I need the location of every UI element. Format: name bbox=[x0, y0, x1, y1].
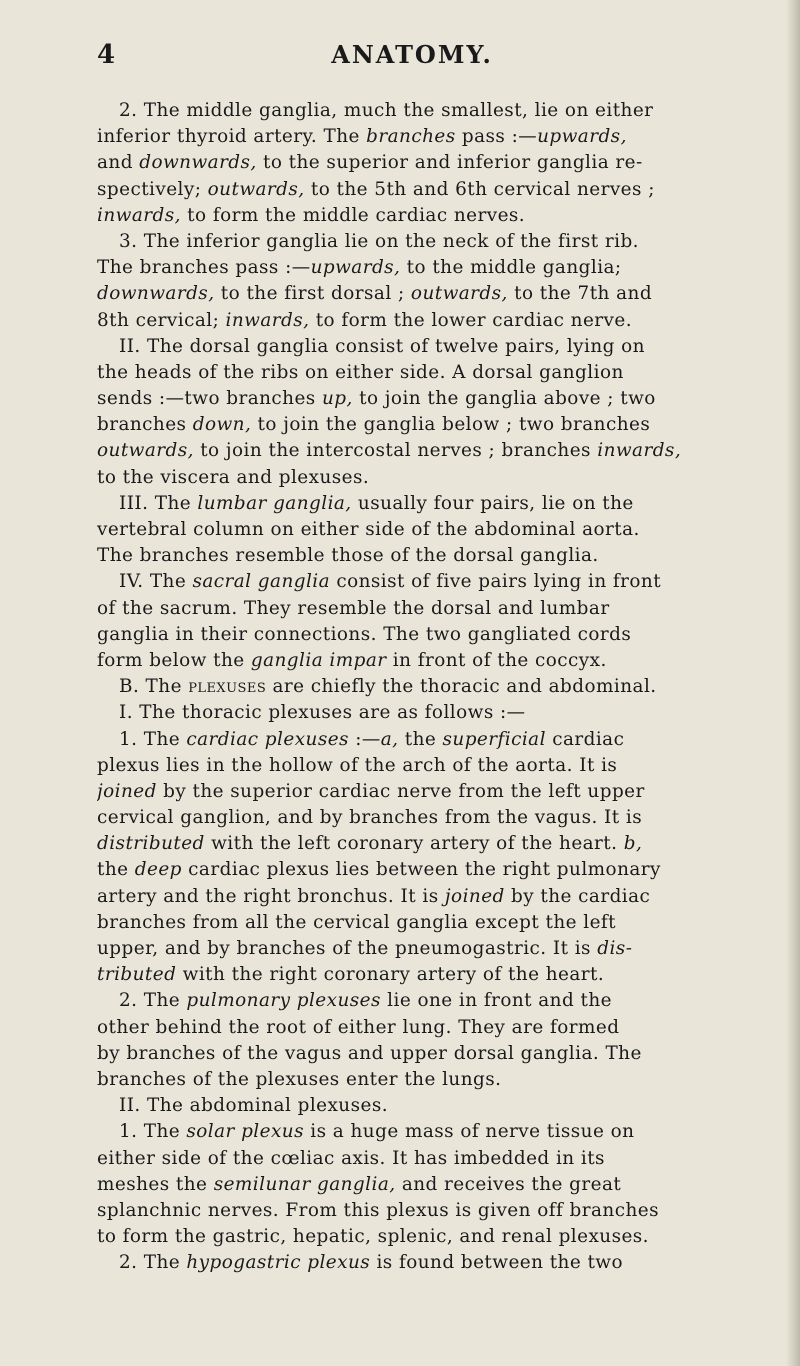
text-run: :— bbox=[348, 728, 381, 750]
italic-text: deep bbox=[134, 859, 182, 881]
text-line bbox=[97, 936, 793, 962]
text-run: is a huge mass of nerve tissue on bbox=[303, 1121, 635, 1143]
text-run: in front of the coccyx. bbox=[386, 649, 607, 671]
text-run: to the middle ganglia; bbox=[400, 257, 622, 279]
text-run: B. The bbox=[119, 676, 189, 698]
text-run: vertebral column on either side of the abdominal aorta. bbox=[97, 519, 640, 540]
page-number: 4 bbox=[97, 40, 116, 70]
text-run: by the superior cardiac nerve from the left upper bbox=[156, 780, 645, 802]
text-run: to join the intercostal nerves ; branches bbox=[193, 440, 598, 462]
text-run: either side of the cœliac axis. It has imbedded in its bbox=[97, 1147, 605, 1169]
italic-text: superficial bbox=[442, 728, 546, 750]
text-run: to join the ganglia below ; two branches bbox=[251, 414, 651, 436]
text-line bbox=[97, 1067, 793, 1093]
text-run: 8th cervical; bbox=[97, 309, 226, 331]
italic-text: b, bbox=[623, 833, 643, 855]
text-run: plexuses bbox=[188, 676, 267, 698]
text-line bbox=[97, 360, 793, 386]
italic-text: hypogastric plexus bbox=[186, 1252, 371, 1274]
text-run: to form the lower cardiac nerve. bbox=[309, 309, 633, 331]
italic-text: down, bbox=[192, 414, 252, 436]
text-run: inferior thyroid artery. The bbox=[97, 126, 367, 148]
text-line bbox=[97, 177, 793, 203]
text-run: artery and the right bronchus. It is bbox=[97, 885, 445, 907]
text-line bbox=[97, 281, 793, 307]
italic-text: upwards, bbox=[537, 126, 627, 148]
text-line bbox=[97, 700, 793, 726]
text-run: cardiac plexus lies between the right pulmonary bbox=[181, 859, 661, 881]
text-line bbox=[97, 412, 793, 438]
text-run: The branches pass :— bbox=[97, 257, 311, 279]
italic-text: ganglia impar bbox=[250, 649, 387, 671]
page-header bbox=[97, 40, 727, 74]
text-run: meshes the bbox=[97, 1173, 214, 1195]
text-line bbox=[97, 805, 793, 831]
text-run: to the viscera and plexuses. bbox=[97, 466, 370, 488]
text-line bbox=[97, 1250, 793, 1276]
text-run: 2. The bbox=[119, 1252, 187, 1274]
text-run: the bbox=[398, 728, 443, 750]
text-line bbox=[97, 988, 793, 1014]
text-line bbox=[97, 857, 793, 883]
text-run: consist of five pairs lying in front bbox=[330, 571, 662, 593]
text-run: usually four pairs, lie on the bbox=[351, 492, 634, 514]
text-run: cervical ganglion, and by branches from the vagus. It is bbox=[97, 807, 643, 829]
text-line bbox=[97, 98, 793, 124]
text-run: with the left coronary artery of the heart. bbox=[204, 833, 624, 855]
text-line bbox=[97, 334, 793, 360]
italic-text: cardiac plexuses bbox=[186, 728, 349, 750]
text-line bbox=[97, 1041, 793, 1067]
text-run: the heads of the ribs on either side. A dorsal ganglion bbox=[97, 361, 624, 383]
text-run: IV. The bbox=[119, 571, 193, 593]
text-run: II. The abdominal plexuses. bbox=[119, 1095, 389, 1117]
text-line bbox=[97, 438, 793, 464]
text-run: form below the bbox=[97, 649, 251, 671]
text-run: splanchnic nerves. From this plexus is given off branches bbox=[97, 1199, 659, 1221]
text-run: 2. The middle ganglia, much the smallest, lie on either bbox=[119, 100, 654, 121]
italic-text: pulmonary plexuses bbox=[186, 990, 381, 1012]
text-run: to the superior and inferior ganglia re- bbox=[256, 152, 643, 174]
text-run: are chiefly the thoracic and abdominal. bbox=[266, 676, 657, 698]
text-line bbox=[97, 124, 793, 150]
text-line bbox=[97, 884, 793, 910]
text-run: sends :—two branches bbox=[97, 388, 322, 410]
text-line bbox=[97, 596, 793, 622]
italic-text: inwards, bbox=[225, 309, 310, 331]
text-line bbox=[97, 255, 793, 281]
italic-text: inwards, bbox=[97, 204, 181, 226]
text-run: is found between the two bbox=[370, 1252, 624, 1274]
italic-text: distributed bbox=[97, 833, 205, 855]
text-run: The branches resemble those of the dorsal ganglia. bbox=[97, 545, 599, 567]
text-line bbox=[97, 1224, 793, 1250]
italic-text: sacral ganglia bbox=[192, 571, 331, 593]
text-run: by branches of the vagus and upper dorsal ganglia. The bbox=[97, 1042, 642, 1064]
text-run: lie one in front and the bbox=[380, 990, 612, 1012]
text-line bbox=[97, 386, 793, 412]
text-run: the bbox=[97, 859, 135, 881]
text-line bbox=[97, 229, 793, 255]
text-line bbox=[97, 203, 793, 229]
italic-text: semilunar ganglia, bbox=[213, 1173, 396, 1195]
text-line bbox=[97, 622, 793, 648]
text-line bbox=[97, 674, 793, 700]
text-line bbox=[97, 1198, 793, 1224]
text-run: other behind the root of either lung. They are formed bbox=[97, 1016, 620, 1038]
text-run: and bbox=[97, 152, 140, 174]
text-run: to the first dorsal ; bbox=[214, 283, 411, 305]
text-run: by the cardiac bbox=[504, 885, 651, 907]
text-run: with the right coronary artery of the heart. bbox=[176, 964, 605, 986]
text-line bbox=[97, 491, 793, 517]
text-line bbox=[97, 753, 793, 779]
text-run: II. The dorsal ganglia consist of twelve pairs, lying on bbox=[119, 335, 645, 357]
italic-text: outwards, bbox=[97, 440, 194, 462]
text-run: III. The bbox=[119, 492, 198, 514]
italic-text: outwards, bbox=[207, 178, 305, 200]
italic-text: branches bbox=[366, 126, 456, 148]
text-line bbox=[97, 569, 793, 595]
text-run: branches bbox=[97, 414, 193, 436]
italic-text: upwards, bbox=[310, 257, 401, 279]
text-run: to join the ganglia above ; two bbox=[352, 388, 656, 410]
running-title: ANATOMY. bbox=[331, 40, 493, 69]
text-line bbox=[97, 1015, 793, 1041]
text-line bbox=[97, 1172, 793, 1198]
text-run: plexus lies in the hollow of the arch of the aorta. It is bbox=[97, 754, 618, 776]
text-line bbox=[97, 517, 793, 543]
text-run: cardiac bbox=[545, 728, 625, 750]
italic-text: joined bbox=[444, 885, 505, 907]
text-run: and receives the great bbox=[395, 1173, 622, 1195]
text-run: branches from all the cervical ganglia except the left bbox=[97, 911, 617, 933]
italic-text: joined bbox=[97, 780, 157, 802]
text-run: to the 7th and bbox=[507, 283, 653, 305]
text-run: pass :— bbox=[455, 126, 538, 148]
text-run: 1. The bbox=[119, 728, 187, 750]
text-run: upper, and by branches of the pneumogastric. It is bbox=[97, 938, 598, 959]
italic-text: lumbar ganglia, bbox=[197, 492, 352, 514]
text-line bbox=[97, 1146, 793, 1172]
italic-text: dis- bbox=[597, 938, 633, 959]
italic-text: outwards, bbox=[410, 283, 508, 305]
text-line bbox=[97, 962, 793, 988]
text-line bbox=[97, 308, 793, 334]
text-line bbox=[97, 150, 793, 176]
text-run: ganglia in their connections. The two gangliated cords bbox=[97, 623, 632, 645]
text-run: 1. The bbox=[119, 1121, 187, 1143]
text-run: spectively; bbox=[97, 178, 208, 200]
italic-text: a, bbox=[380, 728, 399, 750]
text-line bbox=[97, 1093, 793, 1119]
text-line bbox=[97, 543, 793, 569]
text-run: 2. The bbox=[119, 990, 187, 1012]
italic-text: downwards, bbox=[97, 283, 215, 305]
text-line bbox=[97, 831, 793, 857]
text-run: 3. The inferior ganglia lie on the neck of the first rib. bbox=[119, 230, 639, 252]
text-line bbox=[97, 465, 793, 491]
text-run: to the 5th and 6th cervical nerves ; bbox=[304, 178, 655, 200]
text-line bbox=[97, 910, 793, 936]
text-line bbox=[97, 648, 793, 674]
text-run: to form the middle cardiac nerves. bbox=[180, 204, 526, 226]
text-line bbox=[97, 727, 793, 753]
text-run: to form the gastric, hepatic, splenic, and renal plexuses. bbox=[97, 1226, 649, 1248]
italic-text: downwards, bbox=[139, 152, 257, 174]
italic-text: solar plexus bbox=[186, 1121, 304, 1143]
italic-text: tributed bbox=[97, 964, 177, 986]
text-line bbox=[97, 1119, 793, 1145]
text-run: I. The thoracic plexuses are as follows :— bbox=[119, 702, 526, 724]
text-run: of the sacrum. They resemble the dorsal and lumbar bbox=[97, 597, 610, 619]
text-run: branches of the plexuses enter the lungs. bbox=[97, 1068, 502, 1090]
body-text bbox=[97, 98, 793, 1276]
italic-text: inwards, bbox=[597, 440, 682, 462]
italic-text: up, bbox=[322, 388, 353, 410]
text-line bbox=[97, 779, 793, 805]
